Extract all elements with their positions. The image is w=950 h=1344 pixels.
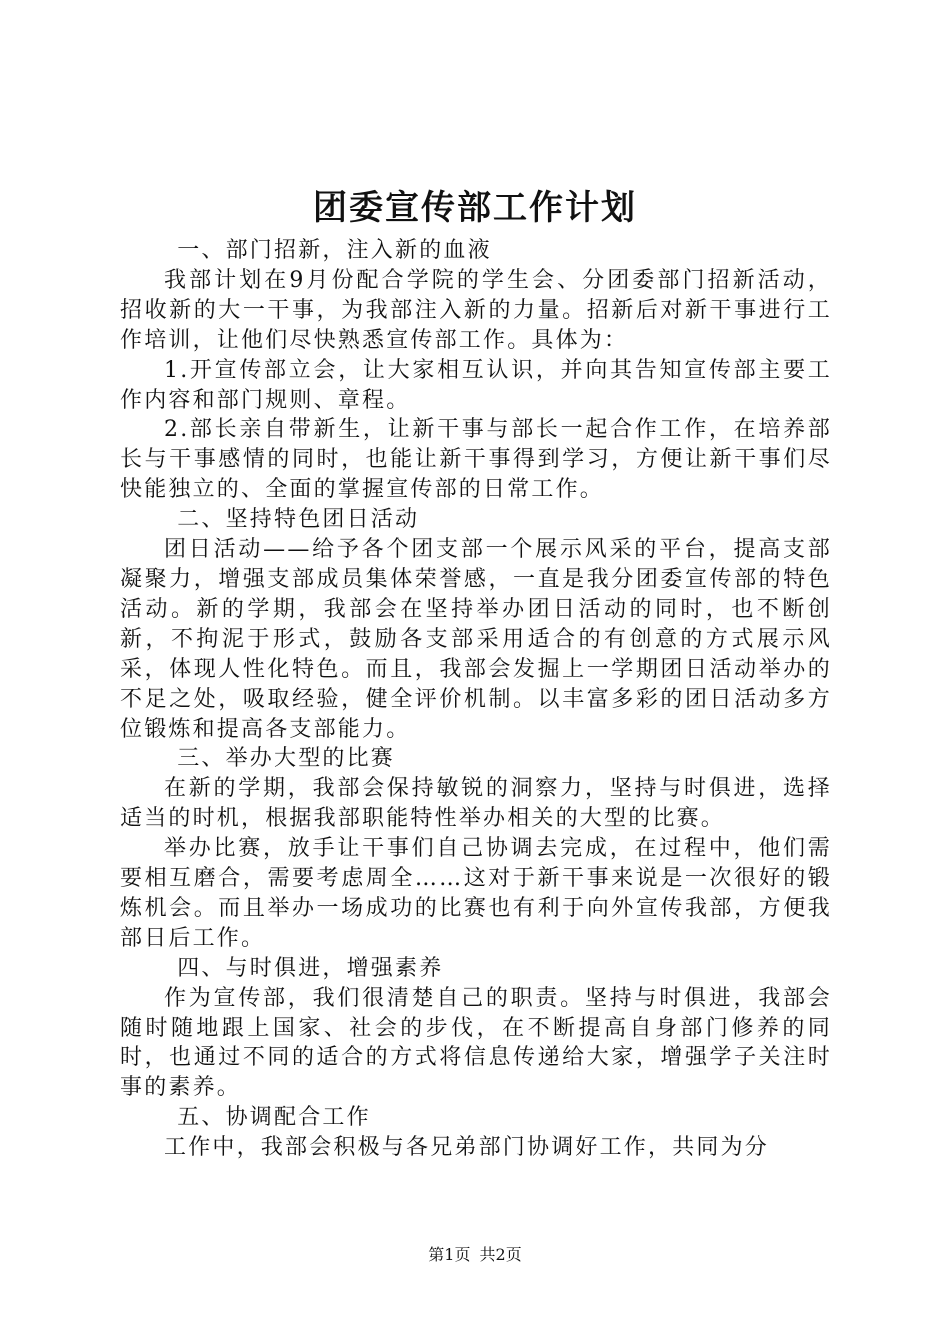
document-body xyxy=(120,236,832,1163)
document-title: 团委宣传部工作计划 xyxy=(313,188,637,228)
body-paragraph: 在新的学期，我部会保持敏锐的洞察力，坚持与时俱进，选择适当的时机，根据我部职能特性举办相关的大型的比赛。 xyxy=(120,776,832,832)
page-number: 第1页 xyxy=(428,1245,471,1264)
section-heading: 二、坚持特色团日活动 xyxy=(177,507,420,533)
page-total: 共2页 xyxy=(479,1245,522,1264)
body-paragraph: 举办比赛，放手让干事们自己协调去完成，在过程中，他们需要相互磨合，需要考虑周全……这对于新干事来说是一次很好的锻炼机会。而且举办一场成功的比赛也有利于向外宣传我部，方便我部日后工作。 xyxy=(120,836,832,951)
page-footer xyxy=(0,1244,950,1266)
section-heading: 四、与时俱进，增强素养 xyxy=(177,955,444,981)
body-paragraph: 1.开宣传部立会，让大家相互认识，并向其告知宣传部主要工作内容和部门规则、章程。 xyxy=(120,357,832,413)
section-heading: 三、举办大型的比赛 xyxy=(177,746,395,772)
section-heading: 五、协调配合工作 xyxy=(177,1105,371,1131)
body-paragraph: 2.部长亲自带新生，让新干事与部长一起合作工作，在培养部长与干事感情的同时，也能让新干事得到学习，方便让新干事们尽快能独立的、全面的掌握宣传部的日常工作。 xyxy=(120,417,832,503)
body-paragraph: 工作中，我部会积极与各兄弟部门协调好工作，共同为分 xyxy=(164,1135,770,1161)
body-paragraph: 我部计划在9月份配合学院的学生会、分团委部门招新活动，招收新的大一干事，为我部注入新的力量。招新后对新干事进行工作培训，让他们尽快熟悉宣传部工作。具体为： xyxy=(120,267,832,353)
body-paragraph: 团日活动——给予各个团支部一个展示风采的平台，提高支部凝聚力，增强支部成员集体荣誉感，一直是我分团委宣传部的特色活动。新的学期，我部会在坚持举办团日活动的同时，也不断创新，不拘泥于形式，鼓励各支部采用适合的有创意的方式展示风采，体现人性化特色。而且，我部会发掘上一学期团日活动举办的不足之处，吸取经验，健全评价机制。以丰富多彩的团日活动多方位锻炼和提高各支部能力。 xyxy=(120,537,832,742)
body-paragraph: 作为宣传部，我们很清楚自己的职责。坚持与时俱进，我部会随时随地跟上国家、社会的步伐，在不断提高自身部门修养的同时，也通过不同的适合的方式将信息传递给大家，增强学子关注时事的素养。 xyxy=(120,985,832,1101)
section-heading: 一、部门招新，注入新的血液 xyxy=(177,238,492,263)
